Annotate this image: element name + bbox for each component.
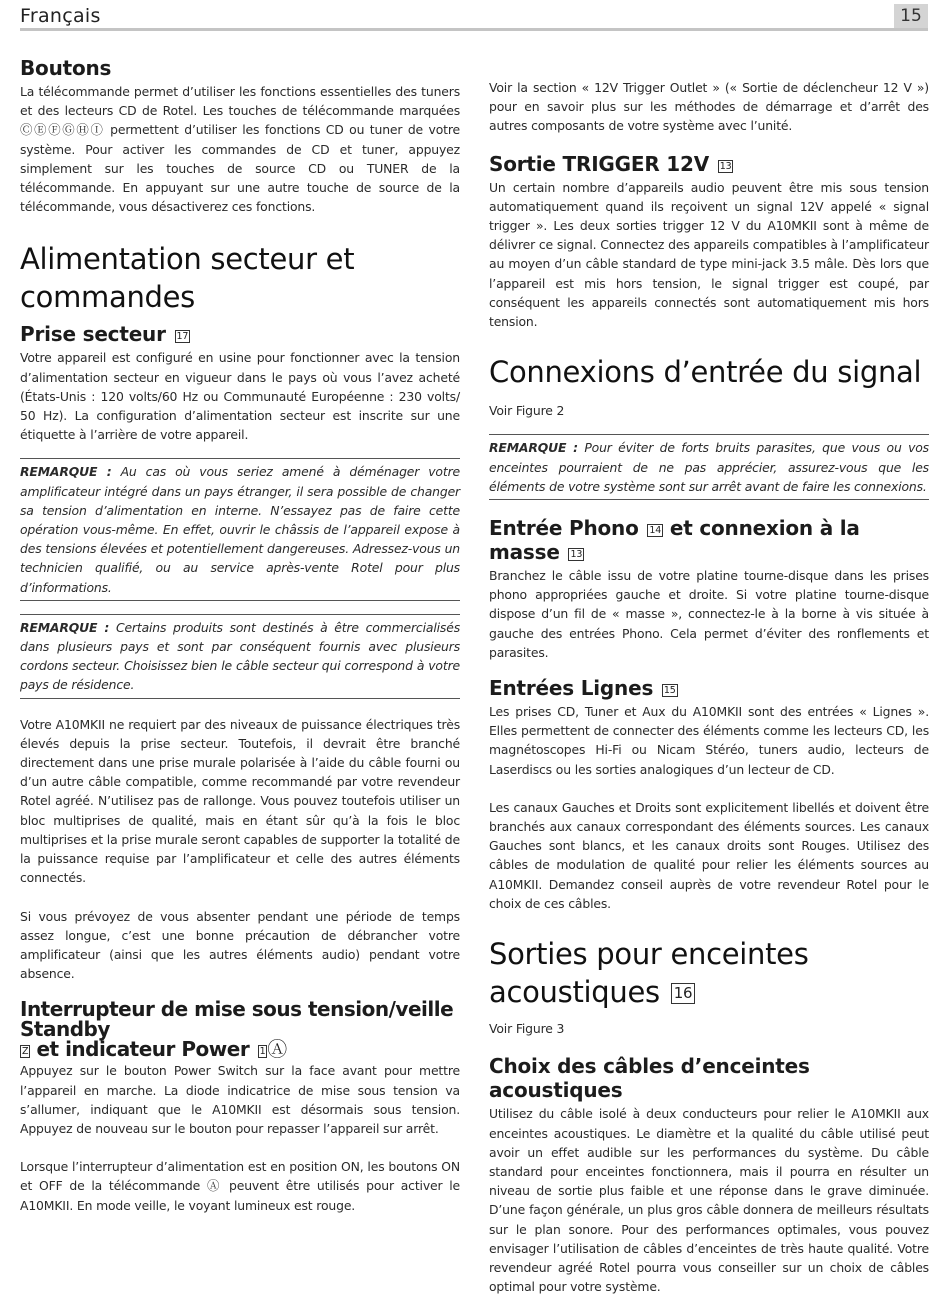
trigger-paragraph: Un certain nombre d’appareils audio peuvent être mis sous tension automatiquement quand ils reçoivent un signal 12V appelé « signal trigger ». Les deux sorties trigger 12 V du A10MKII sont à même de délivrer ce signal. Connectez des appareils compatibles à l’amplificateur au moyen d’un câble standard de type mini-jack 3.5 mâle. Dès lors que l’appareil est mis hors tension, le signal trigger est coupé, par conséquent les appareils connectés sont automatiquement mis hors tension. — [489, 179, 929, 330]
ref-1: 1 — [259, 1046, 266, 1058]
trigger-intro-paragraph: Voir la section « 12V Trigger Outlet » (« Sortie de déclencheur 12 V ») pour en savoir plus sur les méthodes de démarrage et d’arrêt des autres composants de votre système avec l’unité. — [489, 80, 929, 134]
ref-13: 13 — [719, 160, 732, 172]
connexions-heading: Connexions d’entrée du signal — [489, 355, 922, 390]
right-column — [489, 78, 929, 1296]
ref-17: 17 — [176, 331, 189, 343]
prise-secteur-paragraph: Votre appareil est configuré en usine pour fonctionner avec la tension d’alimentation secteur en vigueur dans le pays où vous l’avez acheté (États-Unis : 120 volts/60 Hz ou Communauté Européenne : 230 volts/ 50 Hz). La configuration d’alimentation secteur est inscrite sur une étiquette à l’arrière de votre appareil. — [20, 350, 460, 443]
note-connexions: REMARQUE : Pour éviter de forts bruits parasites, que vous ou vos enceintes pourraient de ne pas apprécier, assurez-vous que les éléments de votre système sont sur arrêt avant de faire les connexions. — [489, 434, 929, 500]
note-voltage: REMARQUE : Au cas où vous seriez amené à déménager votre amplificateur intégré dans un pays étranger, il sera possible de changer sa tension d’alimentation en interne. N’essayez pas de faire cette opération vous-même. En effet, ouvrir le châssis de l’appareil expose à des tensions élevées et potentiellement dangereuses. Adressez-vous un technicien qualifié, ou au service après-vente Rotel pour plus d’informations. — [20, 458, 460, 600]
boutons-paragraph: La télécommande permet d’utiliser les fonctions essentielles des tuners et des lecteurs CD de Rotel. Les touches de télécommande marquées ⒸⒺⒻⒼⒽⒾ permettent d’utiliser les fonctions CD ou tuner de votre système. Pour activer les commandes de CD et tuner, appuyez simplement sur les touches de source CD ou TUNER de la télécommande. En appuyant sur une autre touche de source de la télécommande, vous désactiverez ces fonctions. — [20, 84, 460, 215]
ref-15: 15 — [663, 685, 676, 697]
phono-heading: Entrée Phono 14 et connexion à la masse 13 — [489, 516, 860, 565]
alimentation-heading: Alimentation secteur et commandes — [20, 242, 355, 315]
interrupteur-paragraph-1: Appuyez sur le bouton Power Switch sur la face avant pour mettre l’appareil en marche. La diode indicatrice de mise sous tension va s’allumer, indiquant que le A10MKII est désormais sous tension. Appuyez de nouveau sur le bouton pour repasser l’appareil sur arrêt. — [20, 1063, 460, 1136]
left-column — [20, 56, 460, 1215]
lignes-heading: Entrées Lignes 15 — [489, 676, 676, 701]
page-number: 15 — [894, 4, 928, 28]
interrupteur-heading: Interrupteur de mise sous tension/veille Standby Z et indicateur Power 1 Ⓐ — [20, 997, 454, 1062]
choix-cables-heading: Choix des câbles d’enceintes acoustiques — [489, 1054, 810, 1103]
lignes-paragraph-2: Les canaux Gauches et Droits sont explicitement libellés et doivent être branchés aux canaux correspondant des éléments sources. Les canaux Gauches sont blancs, et les canaux droits sont Rouges. Utilisez des câbles de modulation de qualité pour relier les éléments sources au A10MKII. Demandez conseil auprès de votre revendeur Rotel pour le choix de ces câbles. — [489, 799, 929, 911]
sorties-heading: Sorties pour enceintes acoustiques 16 — [489, 937, 809, 1010]
ref-14: 14 — [649, 525, 662, 537]
interrupteur-paragraph-2: Lorsque l’interrupteur d’alimentation est en position ON, les boutons ON et OFF de la télécommande Ⓐ peuvent être utilisés pour activer le A10MKII. En mode veille, le voyant lumineux est rouge. — [20, 1159, 460, 1213]
circled-letters: ⒸⒺⒻⒼⒽⒾ — [20, 122, 105, 138]
a10-power-paragraph: Votre A10MKII ne requiert par des niveaux de puissance électriques très élevés depuis la prise secteur. Toutefois, il devrait être branché directement dans une prise murale polarisée à l’aide du câble fourni ou d’un autre câble compatible, comme recommandé par votre revendeur Rotel agréé. N’utilisez pas de rallonge. Vous pouvez toutefois utiliser un bloc multiprises de qualité, mais en étant sûr qu’à la fois le bloc multiprises et la prise murale seront capables de supporter la totalité de la puissance requise par l’amplificateur et celle des autres éléments connectés. — [20, 716, 460, 886]
note-power-cords: REMARQUE : Certains produits sont destinés à être commercialisés dans plusieurs pays et sont par conséquent fournis avec plusieurs cordons secteur. Choisissez bien le câble secteur qui correspond à votre pays de résidence. — [20, 614, 460, 699]
choix-cables-paragraph: Utilisez du câble isolé à deux conducteurs pour relier le A10MKII aux enceintes acoustiques. Le diamètre et la qualité du câble utilisé peut avoir un effet audible sur les performances du système. Du câble standard pour enceintes fonctionnera, mais il pourra en résulter un niveau de sortie plus faible et une réponse dans le grave diminuée. D’une façon générale, un plus gros câble donnera de meilleurs résultats sur le plan sonore. Pour des performances optimales, vous pouvez envisager l’utilisation de câbles d’enceintes de très haute qualité. Votre revendeur agréé Rotel pourra vous conseiller sur un choix de câbles optimal pour votre système. — [489, 1106, 929, 1295]
lignes-paragraph-1: Les prises CD, Tuner et Aux du A10MKII sont des entrées « Lignes ». Elles permettent de connecter des éléments comme les lecteurs CD, les magnétoscopes Hi-Fi ou Nicam Stéréo, tuners audio, lecteurs de Laserdiscs ou les sorties analogiques d’un lecteur de CD. — [489, 704, 929, 777]
prise-secteur-heading: Prise secteur 17 — [20, 322, 189, 347]
boutons-heading: Boutons — [20, 56, 112, 80]
language-label: Français — [20, 5, 101, 27]
figure-2-ref: Voir Figure 2 — [489, 403, 565, 419]
page-header — [20, 4, 928, 31]
absence-paragraph: Si vous prévoyez de vous absenter pendant une période de temps assez longue, c’est une bonne précaution de débrancher votre amplificateur (ainsi que les autres éléments audio) pendant votre absence. — [20, 908, 460, 982]
trigger-heading: Sortie TRIGGER 12V 13 — [489, 151, 732, 176]
phono-paragraph: Branchez le câble issu de votre platine tourne-disque dans les prises phono appropriées gauche et droite. Si votre platine tourne-disque dispose d’un fil de « masse », connectez-le à la borne à vis située à gauche des entrées Phono. Cela permet d’éviter des ronflements et parasites. — [489, 568, 929, 660]
figure-3-ref: Voir Figure 3 — [489, 1021, 565, 1037]
ref-16: 16 — [671, 983, 696, 1004]
ref-13-masse: 13 — [570, 549, 583, 561]
ref-z: Z — [22, 1046, 29, 1058]
